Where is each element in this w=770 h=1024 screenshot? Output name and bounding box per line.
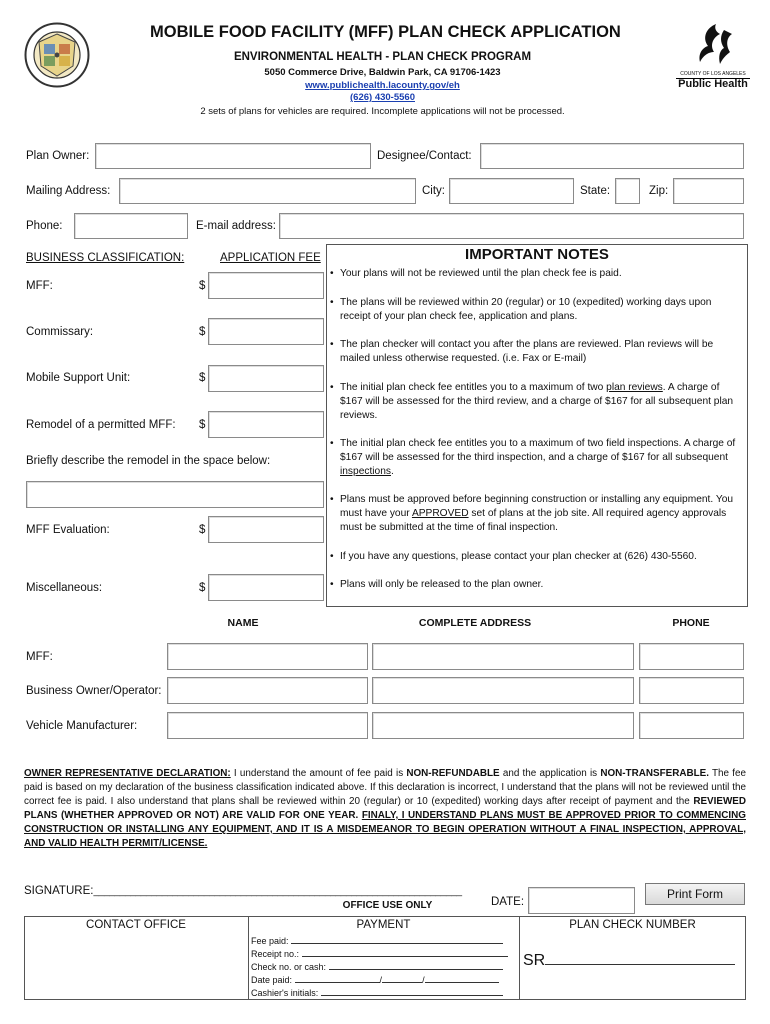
- payment-header: PAYMENT: [356, 919, 411, 931]
- office-use-title: OFFICE USE ONLY: [342, 900, 433, 911]
- city-input[interactable]: [449, 178, 574, 204]
- zip-label: Zip:: [649, 185, 669, 197]
- county-seal: [24, 22, 90, 88]
- mobile-support-fee-input[interactable]: [208, 365, 324, 392]
- party-mff-name[interactable]: [167, 643, 368, 670]
- misc-currency: $: [199, 582, 206, 594]
- note-1: • Your plans will not be reviewed until the plan check fee is paid.: [330, 268, 622, 279]
- commissary-currency: $: [199, 326, 206, 338]
- party-manufacturer-name[interactable]: [167, 712, 368, 739]
- plan-owner-input[interactable]: [95, 143, 371, 169]
- note-4: • The initial plan check fee entitles you to a maximum of two plan reviews. A charge of $167 will be assessed for the third review, and a charge of $167 for all subsequent plan reviews.: [330, 382, 734, 421]
- party-owner-name[interactable]: [167, 677, 368, 704]
- mobile-support-currency: $: [199, 372, 206, 384]
- fee-header: APPLICATION FEE: [220, 252, 321, 264]
- plan-owner-label: Plan Owner:: [26, 150, 90, 162]
- mailing-address-label: Mailing Address:: [26, 185, 111, 197]
- col-name-header: NAME: [227, 617, 259, 629]
- evaluation-fee-input[interactable]: [208, 516, 324, 543]
- phone-input[interactable]: [74, 213, 188, 239]
- party-manufacturer-label: Vehicle Manufacturer:: [26, 720, 138, 732]
- program-name: ENVIRONMENTAL HEALTH - PLAN CHECK PROGRAM: [233, 51, 532, 63]
- mailing-address-input[interactable]: [119, 178, 416, 204]
- mff-fee-input[interactable]: [208, 272, 324, 299]
- check-row: Check no. or cash:: [251, 960, 503, 972]
- note-2: • The plans will be reviewed within 20 (regular) or 10 (expedited) working days upon receipt of your plan check fee, application and plans.: [330, 297, 712, 322]
- party-mff-address[interactable]: [372, 643, 634, 670]
- phone-label: Phone:: [26, 220, 63, 232]
- plan-check-number-header: PLAN CHECK NUMBER: [569, 919, 696, 931]
- fee-paid-row: Fee paid:: [251, 934, 503, 946]
- commissary-fee-input[interactable]: [208, 318, 324, 345]
- party-owner-label: Business Owner/Operator:: [26, 685, 162, 697]
- page-title: MOBILE FOOD FACILITY (MFF) PLAN CHECK APPLICATION: [150, 23, 621, 41]
- party-owner-address[interactable]: [372, 677, 634, 704]
- phoenix-icon: [676, 22, 750, 68]
- note-5: • The initial plan check fee entitles you to a maximum of two field inspections. A charge of $167 will be assessed for the third inspection, and a charge of $167 for all subsequent inspections.: [330, 438, 736, 477]
- date-input[interactable]: [528, 887, 635, 914]
- instructions: 2 sets of plans for vehicles are required. Incomplete applications will not be processed.: [200, 106, 565, 117]
- commissary-fee-label: Commissary:: [26, 326, 94, 338]
- designee-label: Designee/Contact:: [377, 150, 472, 162]
- declaration-text: OWNER REPRESENTATIVE DECLARATION: I understand the amount of fee paid is NON-REFUNDABLE and the application is NON-TRANSFERABLE. The fee paid is based on my declaration of the business classification indicated above. If this declaration is incorrect, I understand that the plans will not be reviewed until the correct fee is paid. I also understand that plans shall be reviewed within 20 (regular) or 10 (expedited) working days after receipt of payment and the REVIEWED PLANS (WHETHER APPROVED OR NOT) ARE VALID FOR ONE YEAR. FINALY, I UNDERSTAND PLANS MUST BE APPROVED PRIOR TO COMMENCING CONSTRUCTION OR INSTALLING ANY EQUIPMENT, AND IT IS A MISDEMEANOR TO BEGIN OPERATION WITHOUT A FINAL INSPECTION, APPROVAL, AND VALID HEALTH PERMIT/LICENSE.: [24, 768, 746, 849]
- evaluation-fee-label: MFF Evaluation:: [26, 524, 110, 536]
- mff-fee-label: MFF:: [26, 280, 53, 292]
- evaluation-currency: $: [199, 524, 206, 536]
- col-address-header: COMPLETE ADDRESS: [418, 617, 532, 629]
- party-mff-label: MFF:: [26, 651, 53, 663]
- remodel-fee-label: Remodel of a permitted MFF:: [26, 419, 176, 431]
- zip-input[interactable]: [673, 178, 744, 204]
- note-6: • Plans must be approved before beginning construction or installing any equipment. You must have your APPROVED set of plans at the job site. All required agency approvals must be submitted at the time of final inspection.: [330, 494, 734, 533]
- note-8: • Plans will only be released to the plan owner.: [330, 579, 544, 590]
- important-notes-title: IMPORTANT NOTES: [465, 246, 609, 263]
- date-paid-row: Date paid: / /: [251, 973, 499, 985]
- misc-fee-label: Miscellaneous:: [26, 582, 103, 594]
- signature-label: SIGNATURE:______________________________________________________________________: [24, 885, 462, 897]
- classification-header: BUSINESS CLASSIFICATION:: [26, 252, 185, 264]
- office-address: 5050 Commerce Drive, Baldwin Park, CA 91706-1423: [264, 67, 501, 78]
- print-form-button[interactable]: Print Form: [645, 883, 745, 905]
- remodel-description-input[interactable]: [26, 481, 324, 508]
- state-label: State:: [580, 185, 611, 197]
- state-input[interactable]: [615, 178, 640, 204]
- email-label: E-mail address:: [196, 220, 276, 232]
- public-health-logo: [676, 22, 750, 92]
- remodel-currency: $: [199, 419, 206, 431]
- city-label: City:: [422, 185, 445, 197]
- signature-line[interactable]: ______________________________________________________________________: [93, 886, 462, 897]
- party-manufacturer-address[interactable]: [372, 712, 634, 739]
- logo-public-health-text: Public Health: [678, 78, 748, 90]
- sr-number: SR: [523, 952, 735, 970]
- party-manufacturer-phone[interactable]: [639, 712, 744, 739]
- remodel-fee-input[interactable]: [208, 411, 324, 438]
- contact-office-header: CONTACT OFFICE: [86, 919, 186, 931]
- note-7: • If you have any questions, please contact your plan checker at (626) 430-5560.: [330, 551, 697, 562]
- misc-fee-input[interactable]: [208, 574, 324, 601]
- date-label: DATE:: [491, 896, 525, 908]
- receipt-row: Receipt no.:: [251, 947, 508, 959]
- remodel-describe-label: Briefly describe the remodel in the space below:: [26, 455, 271, 467]
- mff-currency: $: [199, 280, 206, 292]
- office-phone: (626) 430-5560: [350, 92, 415, 103]
- note-3: • The plan checker will contact you after the plans are reviewed. Plan reviews will be mailed unless otherwise requested. (i.e. Fax or E-mail): [330, 339, 714, 364]
- party-owner-phone[interactable]: [639, 677, 744, 704]
- party-mff-phone[interactable]: [639, 643, 744, 670]
- cashier-row: Cashier's initials:: [251, 986, 503, 998]
- designee-input[interactable]: [480, 143, 744, 169]
- mobile-support-fee-label: Mobile Support Unit:: [26, 372, 131, 384]
- email-input[interactable]: [279, 213, 744, 239]
- website-link[interactable]: www.publichealth.lacounty.gov/eh: [305, 80, 460, 91]
- col-phone-header: PHONE: [672, 617, 710, 629]
- logo-county-text: COUNTY OF LOS ANGELES: [676, 71, 750, 79]
